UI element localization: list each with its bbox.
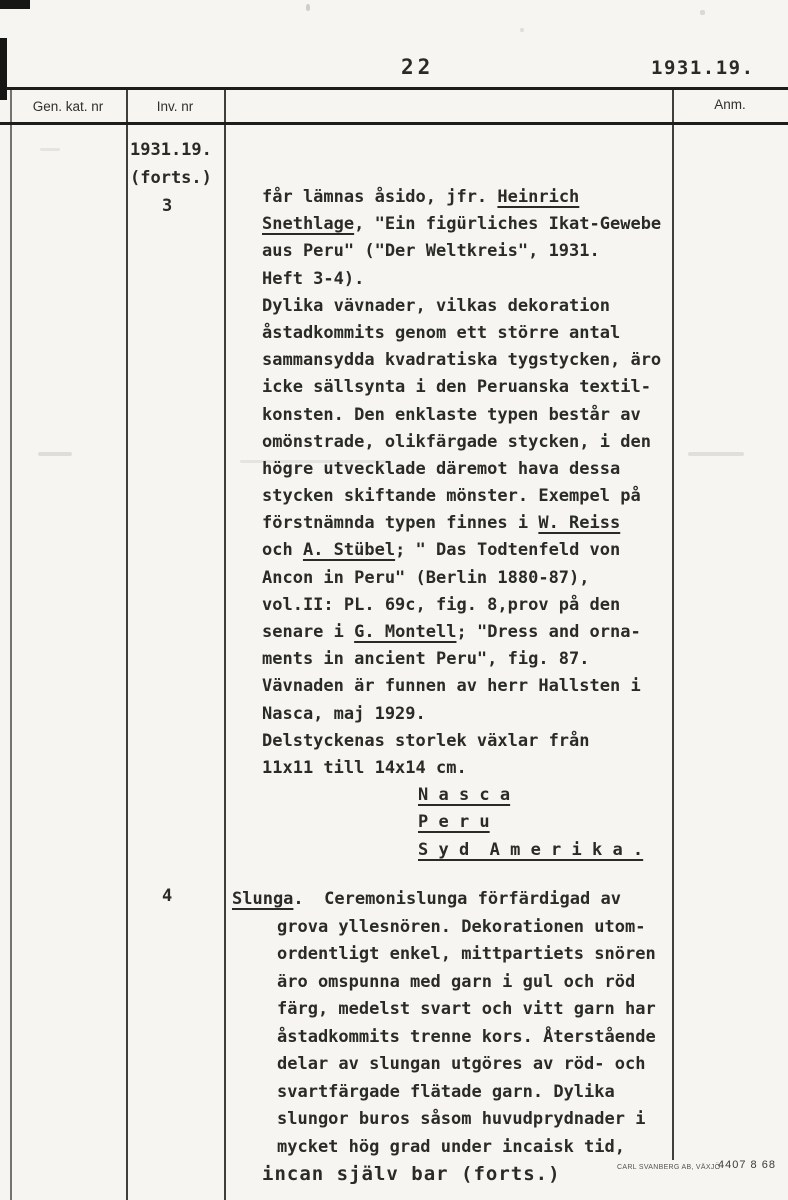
text-line: Nasca, maj 1929. — [262, 703, 426, 724]
text-line: Ancon in Peru" (Berlin 1880-87), — [262, 567, 590, 588]
inv-nr-forts: (forts.) — [130, 168, 212, 188]
text-line: S y d A m e r i k a . — [418, 839, 644, 860]
text-line: 11x11 till 14x14 cm. — [262, 757, 467, 778]
text-line: senare i G. Montell; "Dress and orna- — [262, 622, 641, 642]
text-line: sammansydda kvadratiska tygstycken, äro — [262, 350, 662, 371]
text-line: färg, medelst svart och vitt garn har — [277, 999, 656, 1019]
text-line: får lämnas åsido, jfr. Heinrich — [262, 187, 580, 207]
text-line: delar av slungan utgöres av röd- och — [277, 1054, 646, 1074]
scan-smudge — [306, 4, 310, 11]
text-line: Heft 3-4). — [262, 268, 365, 289]
scan-smudge — [38, 452, 72, 456]
text-line: äro omspunna med garn i gul och röd — [277, 971, 636, 992]
text-line: ments in ancient Peru", fig. 87. — [262, 649, 590, 670]
text-line: och A. Stübel; " Das Todtenfeld von — [262, 540, 621, 561]
column-header-gen-kat-nr: Gen. kat. nr — [32, 99, 104, 114]
scan-artifact-edge — [0, 38, 7, 100]
text-line: stycken skiftande mönster. Exempel på — [262, 486, 641, 507]
item-number-4: 4 — [162, 886, 173, 906]
column-header-anm: Anm. — [714, 97, 746, 112]
text-line: Vävnaden är funnen av herr Hallsten i — [262, 676, 641, 697]
table-rule-col1 — [126, 87, 128, 1200]
text-line: konsten. Den enklaste typen består av — [262, 404, 641, 425]
printer-code: 4407 8 68 — [718, 1159, 776, 1171]
column-header-inv-nr: Inv. nr — [156, 99, 194, 114]
text-line: svartfärgade flätade garn. Dylika — [277, 1081, 615, 1102]
scan-smudge — [520, 28, 524, 32]
printer-mark: CARL SVANBERG AB, VÄXJÖ — [617, 1164, 721, 1171]
text-line: Delstyckenas storlek växlar från — [262, 730, 590, 751]
text-line: N a s c a — [418, 785, 511, 806]
scan-smudge — [688, 452, 744, 456]
text-line: incan själv bar (forts.) — [262, 1163, 561, 1185]
page-number: 22 — [401, 55, 435, 79]
scan-artifact-corner — [0, 0, 30, 9]
text-line: högre utvecklade däremot hava dessa — [262, 458, 621, 479]
text-line: grova yllesnören. Dekorationen utom- — [277, 916, 646, 937]
text-line: icke sällsynta i den Peruanska textil- — [262, 377, 651, 398]
table-rule-top — [6, 87, 788, 90]
table-rule-header-bottom — [0, 122, 788, 125]
text-line: förstnämnda typen finnes i W. Reiss — [262, 513, 621, 534]
text-line: omönstrade, olikfärgade stycken, i den — [262, 431, 651, 452]
text-line: åstadkommits trenne kors. Återstående — [277, 1026, 656, 1047]
scan-smudge — [700, 10, 705, 15]
scan-smudge — [40, 148, 60, 151]
text-line: Snethlage, "Ein figürliches Ikat-Gewebe — [262, 214, 662, 235]
entry-3-text — [262, 184, 682, 864]
text-line: aus Peru" ("Der Weltkreis", 1931. — [262, 241, 600, 262]
page-catalog-ref: 1931.19. — [651, 57, 755, 79]
inv-nr-ref: 1931.19. — [130, 140, 212, 160]
text-line: åstadkommits genom ett större antal — [262, 322, 621, 343]
text-line: P e r u — [418, 812, 490, 833]
text-line: mycket hög grad under incaisk tid, — [277, 1136, 625, 1157]
text-line: Slunga. Ceremonislunga förfärdigad av — [232, 889, 621, 909]
text-line: vol.II: PL. 69c, fig. 8,prov på den — [262, 594, 621, 615]
inv-nr-cell — [130, 136, 212, 220]
item-number-3: 3 — [162, 196, 173, 216]
table-rule-left — [10, 87, 12, 1200]
table-rule-col2 — [224, 87, 226, 1200]
text-line: ordentligt enkel, mittpartiets snören — [277, 944, 656, 964]
text-line: Dylika vävnader, vilkas dekoration — [262, 295, 610, 316]
entry-4-text — [232, 886, 682, 1189]
text-line: slungor buros såsom huvudprydnader i — [277, 1109, 646, 1129]
